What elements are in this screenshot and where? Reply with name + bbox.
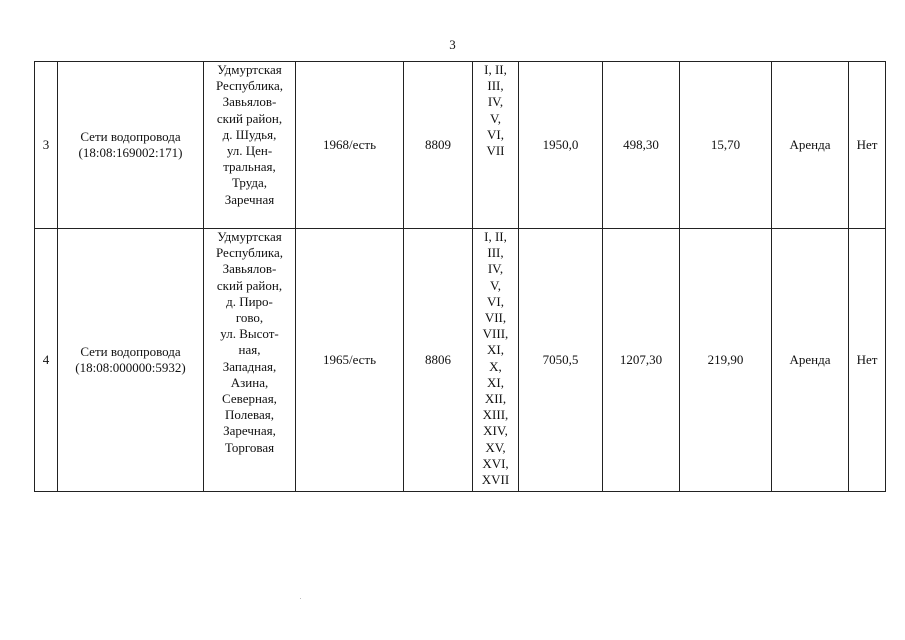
object-address: [204, 62, 296, 229]
address-line: Полевая,: [225, 407, 274, 423]
address-line: Удмуртская: [217, 62, 282, 77]
address-line: гово,: [235, 310, 264, 326]
year-built: 1968/есть: [296, 62, 404, 229]
category-line: I, II,: [484, 62, 507, 77]
category-line: XVII: [481, 472, 510, 488]
year-built: 1965/есть: [296, 229, 404, 492]
category-line: V,: [490, 110, 501, 126]
category-line: VI,: [487, 126, 504, 142]
object-name: [58, 62, 204, 229]
page-number: 3: [449, 37, 456, 52]
category-line: XIII,: [482, 407, 509, 423]
address-line: Северная,: [222, 391, 277, 407]
encumbrance: Нет: [849, 229, 886, 492]
table-row: [35, 62, 886, 229]
category-line: XII,: [484, 391, 507, 407]
category-line: XV,: [485, 439, 506, 455]
address-line: ский район,: [216, 277, 283, 293]
category-line: I, II,: [484, 229, 507, 244]
address-line: Заречная,: [223, 423, 276, 439]
object-code: 8809: [404, 62, 473, 229]
address-line: Удмуртская: [217, 229, 282, 244]
category-line: XVI,: [482, 455, 509, 471]
address-line: ул. Цен-: [226, 143, 273, 159]
cadastral-number: (18:08:000000:5932): [75, 360, 186, 375]
network-length: 1950,0: [519, 62, 603, 229]
object-code: 8806: [404, 229, 473, 492]
value-primary: 1207,30: [603, 229, 680, 492]
table-row: [35, 229, 886, 492]
category-line: III,: [487, 78, 504, 94]
category-list: [473, 62, 519, 229]
category-line: XI,: [487, 342, 504, 358]
category-line: XI,: [487, 374, 504, 390]
category-line: III,: [487, 245, 504, 261]
category-line: VII: [486, 143, 505, 159]
address-line: Торговая: [224, 439, 275, 455]
address-line: Азина,: [230, 374, 269, 390]
address-line: д. Шудья,: [222, 126, 277, 142]
address-line: д. Пиро-: [226, 293, 273, 309]
address-line: Западная,: [222, 358, 277, 374]
category-line: VI,: [487, 293, 504, 309]
ownership-right: Аренда: [772, 62, 849, 229]
address-line: Заречная: [224, 191, 275, 207]
object-name-line: Сети водопровода: [80, 128, 181, 144]
object-address: [204, 229, 296, 492]
scan-speck: [300, 598, 301, 599]
address-line: Завьялов-: [222, 94, 277, 110]
category-list: [473, 229, 519, 492]
property-table: [34, 61, 886, 492]
address-line: тральная,: [223, 159, 276, 175]
address-line: ул. Высот-: [220, 326, 279, 342]
object-name: [58, 229, 204, 492]
encumbrance: Нет: [849, 62, 886, 229]
category-line: XIV,: [483, 423, 508, 439]
row-number: 4: [35, 229, 58, 492]
address-line: Республика,: [215, 78, 284, 94]
value-secondary: 15,70: [680, 62, 772, 229]
address-line: Завьялов-: [222, 261, 277, 277]
category-line: VII,: [484, 310, 507, 326]
row-number: 3: [35, 62, 58, 229]
value-primary: 498,30: [603, 62, 680, 229]
category-line: IV,: [487, 94, 504, 110]
ownership-right: Аренда: [772, 229, 849, 492]
address-line: Республика,: [215, 245, 284, 261]
category-line: VIII,: [482, 326, 509, 342]
address-line: Труда,: [231, 175, 268, 191]
value-secondary: 219,90: [680, 229, 772, 492]
cadastral-number: (18:08:169002:171): [78, 145, 183, 160]
object-name-line: Сети водопровода: [80, 343, 181, 359]
address-line: ная,: [238, 342, 261, 358]
category-line: IV,: [487, 261, 504, 277]
category-line: X,: [489, 358, 502, 374]
address-line: ский район,: [216, 110, 283, 126]
network-length: 7050,5: [519, 229, 603, 492]
category-line: V,: [490, 277, 501, 293]
